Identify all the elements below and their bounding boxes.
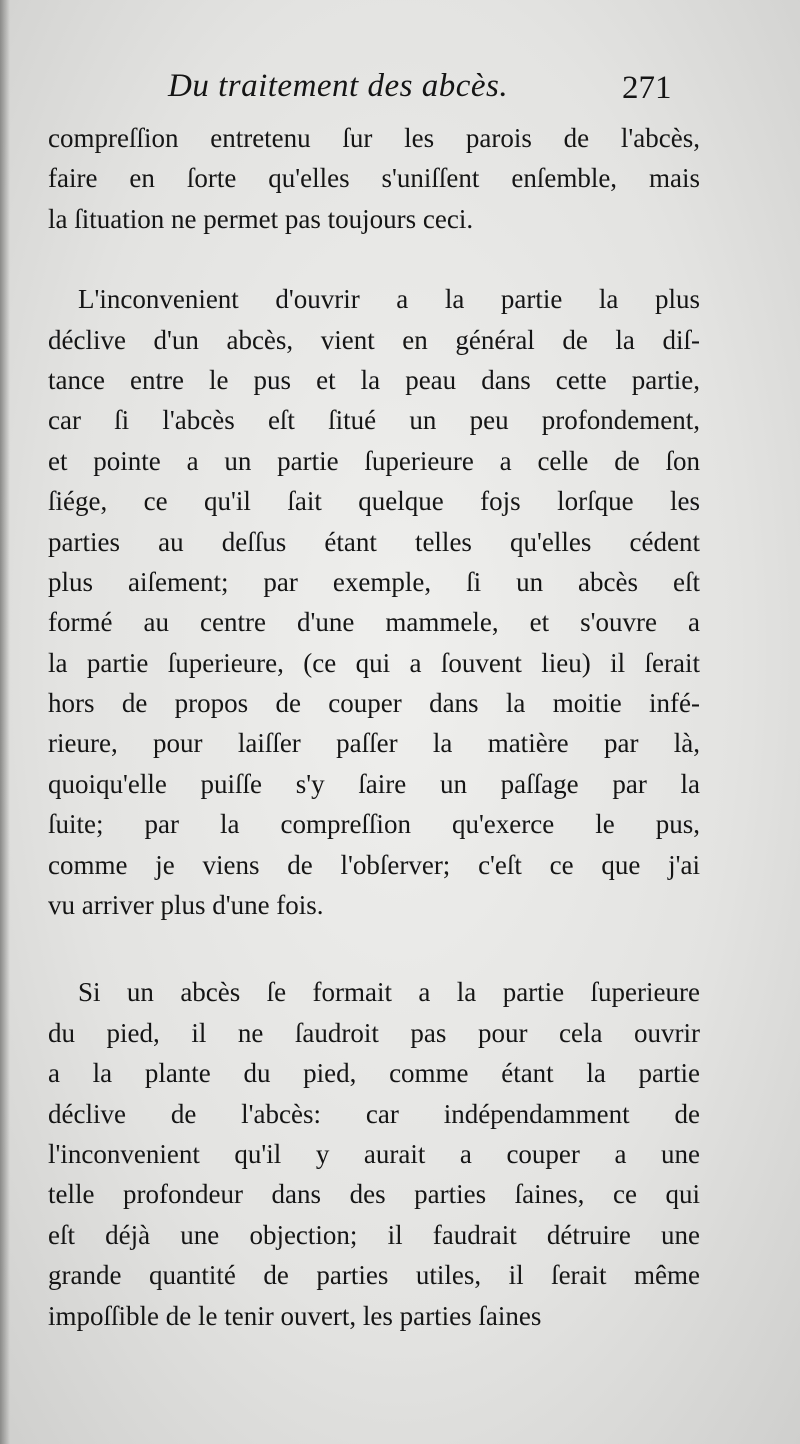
page-header <box>0 68 800 118</box>
text-line: a la plante du pied, comme étant la partie <box>48 1058 700 1089</box>
text-line: parties au deſſus étant telles qu'elles cédent <box>48 526 700 557</box>
running-title: Du traitement des abcès. <box>168 68 509 104</box>
text-line: déclive d'un abcès, vient en général de la diſ- <box>48 324 700 355</box>
text-line: tance entre le pus et la peau dans cette partie, <box>48 364 700 395</box>
text-line: quoiqu'elle puiſſe s'y ſaire un paſſage par la <box>48 768 700 799</box>
paragraph <box>48 118 700 239</box>
text-line: comme je viens de l'obſerver; c'eſt ce que j'ai <box>48 849 700 880</box>
paragraph <box>48 279 700 925</box>
text-line: car ſi l'abcès eſt ſitué un peu profondement, <box>48 405 700 436</box>
text-line: plus aiſement; par exemple, ſi un abcès eſt <box>48 566 700 597</box>
text-line: eſt déjà une objection; il faudrait détruire une <box>48 1219 700 1250</box>
text-line: l'inconvenient qu'il y aurait a couper a une <box>48 1138 700 1169</box>
body-text <box>48 118 700 1336</box>
text-line: ſiége, ce qu'il ſait quelque fojs lorſque les <box>48 486 700 517</box>
text-line: vu arriver plus d'une fois. <box>48 890 324 921</box>
page-number: 271 <box>622 70 672 106</box>
text-line: Si un abcès ſe formait a la partie ſuperieure <box>78 977 700 1008</box>
text-line: grande quantité de parties utiles, il ſerait même <box>48 1260 700 1291</box>
text-line: compreſſion entretenu ſur les parois de l'abcès, <box>48 123 700 153</box>
text-line: déclive de l'abcès: car indépendamment de <box>48 1098 700 1129</box>
text-line: rieure, pour laiſſer paſſer la matière par là, <box>48 728 700 759</box>
text-line: la partie ſuperieure, (ce qui a ſouvent lieu) il ſerait <box>48 647 700 678</box>
text-line: telle profondeur dans des parties ſaines, ce qui <box>48 1179 700 1210</box>
text-line: et pointe a un partie ſuperieure a celle de ſon <box>48 445 700 476</box>
text-line: L'inconvenient d'ouvrir a la partie la plus <box>78 284 700 315</box>
page-edge-shadow <box>0 0 10 1444</box>
text-line: hors de propos de couper dans la moitie infé- <box>48 688 700 719</box>
paragraph <box>48 972 700 1336</box>
text-line: formé au centre d'une mammele, et s'ouvre a <box>48 607 700 638</box>
text-line: du pied, il ne ſaudroit pas pour cela ouvrir <box>48 1017 700 1048</box>
text-line: ſuite; par la compreſſion qu'exerce le pus, <box>48 809 700 840</box>
paragraph-gap <box>48 239 700 279</box>
text-line: impoſſible de le tenir ouvert, les parties ſaines <box>48 1300 542 1331</box>
paragraph-gap <box>48 925 700 972</box>
text-line: la ſituation ne permet pas toujours ceci. <box>48 203 474 234</box>
text-line: faire en ſorte qu'elles s'uniſſent enſemble, mais <box>48 163 700 194</box>
